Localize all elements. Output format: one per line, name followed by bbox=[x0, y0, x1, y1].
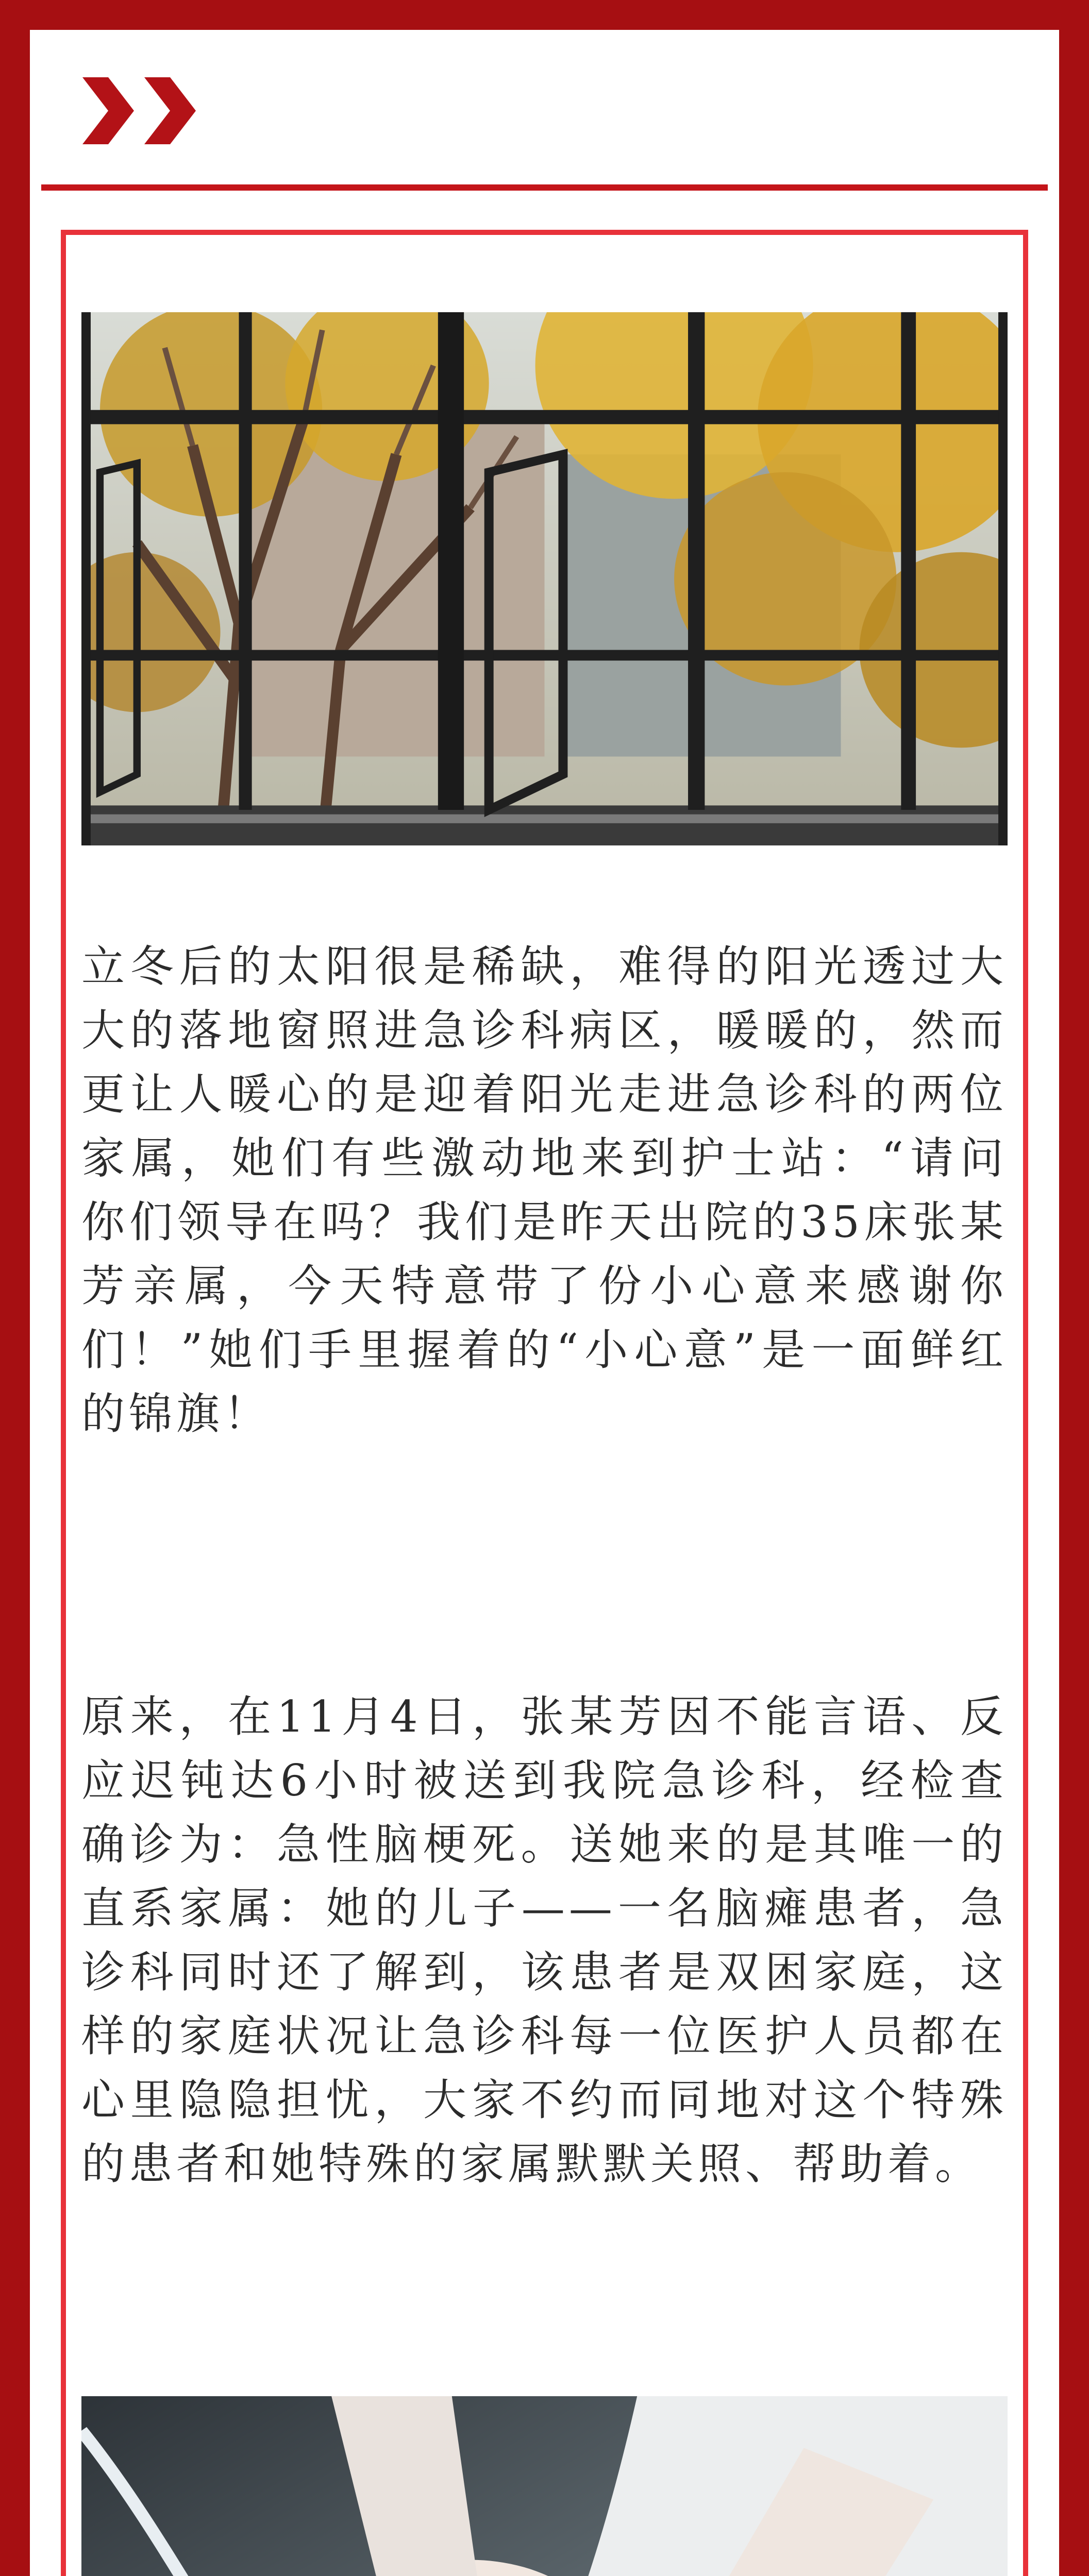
iv-infusion-photo bbox=[81, 2396, 1008, 2576]
header-divider bbox=[41, 184, 1048, 191]
article-panel bbox=[61, 230, 1028, 2576]
window-autumn-photo bbox=[81, 312, 1008, 845]
article-paragraph-2: 原来，在11月4日，张某芳因不能言语、反应迟钝达6小时被送到我院急诊科，经检查确诊为：急性脑梗死。送她来的是其唯一的直系家属：她的儿子——一名脑瘫患者，急诊科同时还了解到，该患者是双困家庭，这样的家庭状况让急诊科每一位医护人员都在心里隐隐担忧，大家不约而同地对这个特殊的患者和她特殊的家属默默关照、帮助着。 bbox=[81, 1691, 1008, 2189]
double-chevron-right-icon bbox=[77, 77, 232, 144]
article-paragraph-1: 立冬后的太阳很是稀缺，难得的阳光透过大大的落地窗照进急诊科病区，暖暖的，然而更让人暖心的是迎着阳光走进急诊科的两位家属，她们有些激动地来到护士站：“请问你们领导在吗？我们是昨天出院的35床张某芳亲属，今天特意带了份小心意来感谢你们！”她们手里握着的“小心意”是一面鲜红的锦旗！ bbox=[81, 941, 1008, 1439]
